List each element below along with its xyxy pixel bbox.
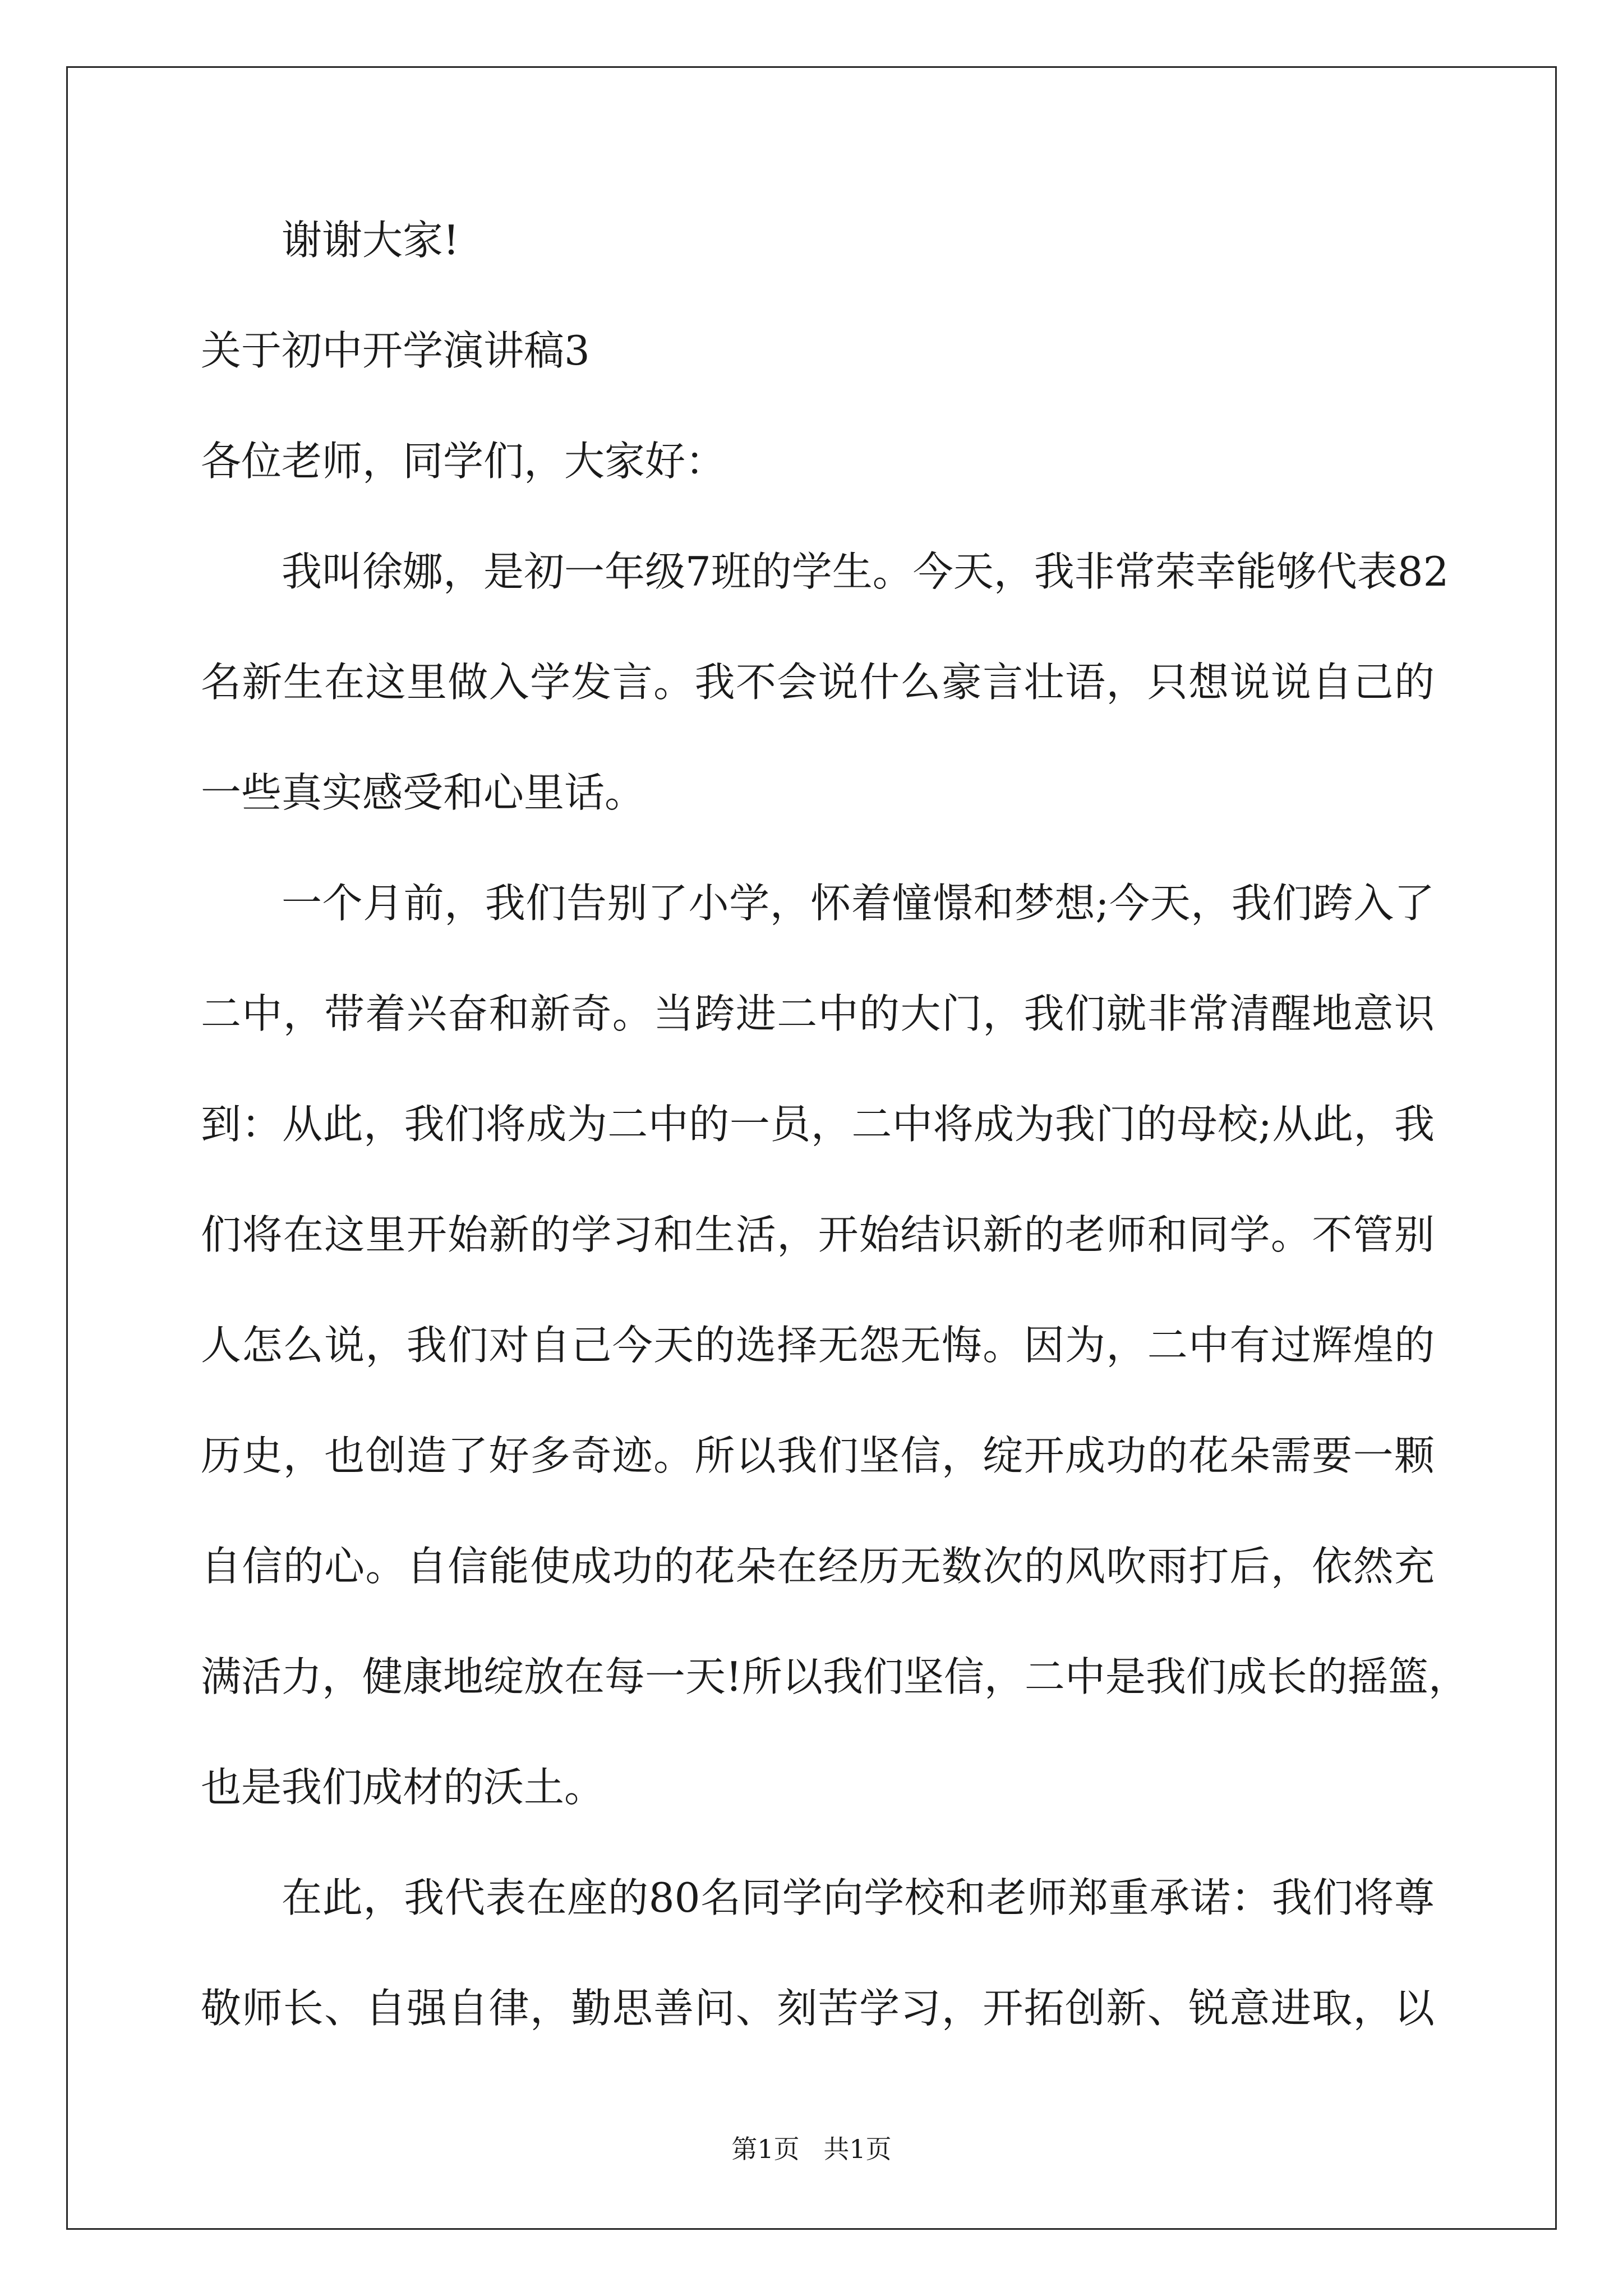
page-footer (0, 2129, 1623, 2166)
text-line: 各位老师，同学们，大家好： (201, 438, 726, 485)
text-line: 名新生在这里做入学发言。我不会说什么豪言壮语，只想说说自己的 (201, 659, 1435, 706)
text-line: 自信的心。自信能使成功的花朵在经历无数次的风吹雨打后，依然充 (201, 1543, 1435, 1590)
text-line: 也是我们成材的沃土。 (201, 1764, 605, 1811)
page-number-total: 共1页 (823, 2134, 892, 2164)
text-line: 到：从此，我们将成为二中的一员，二中将成为我门的母校;从此，我 (201, 1101, 1435, 1148)
text-line: 一些真实感受和心里话。 (201, 769, 645, 816)
text-line: 满活力，健康地绽放在每一天!所以我们坚信，二中是我们成长的摇篮， (201, 1653, 1469, 1700)
page-number-current: 第1页 (731, 2134, 800, 2164)
text-line: 二中，带着兴奋和新奇。当跨进二中的大门，我们就非常清醒地意识 (201, 990, 1435, 1037)
text-line: 历史，也创造了好多奇迹。所以我们坚信，绽开成功的花朵需要一颗 (201, 1432, 1435, 1479)
text-line: 在此，我代表在座的80名同学向学校和老师郑重承诺：我们将尊 (282, 1874, 1435, 1921)
text-line: 人怎么说，我们对自己今天的选择无怨无悔。因为，二中有过辉煌的 (201, 1322, 1435, 1369)
text-line: 谢谢大家! (282, 217, 459, 264)
text-line: 敬师长、自强自律，勤思善问、刻苦学习，开拓创新、锐意进取，以 (201, 1985, 1435, 2032)
text-line: 一个月前，我们告别了小学，怀着憧憬和梦想;今天，我们跨入了 (282, 880, 1435, 927)
text-line: 关于初中开学演讲稿3 (201, 327, 590, 374)
text-line: 我叫徐娜，是初一年级7班的学生。今天，我非常荣幸能够代表82 (282, 548, 1449, 595)
text-line: 们将在这里开始新的学习和生活，开始结识新的老师和同学。不管别 (201, 1211, 1435, 1258)
document-body (201, 185, 1469, 2064)
